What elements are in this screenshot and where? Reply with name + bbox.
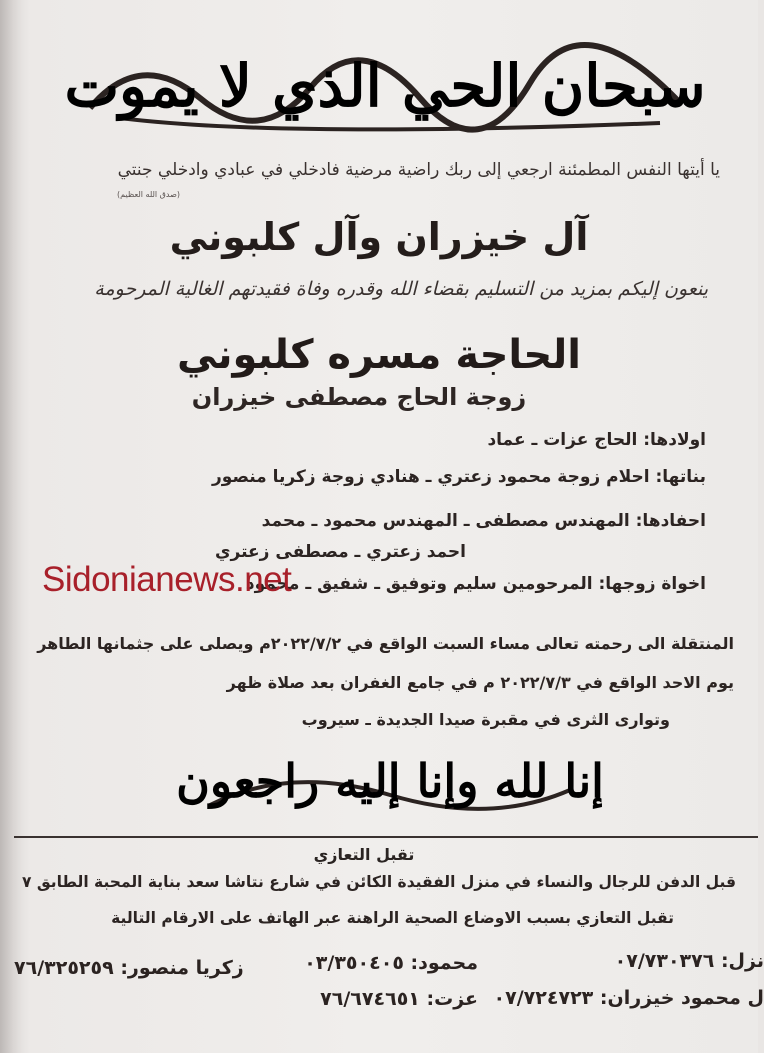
sons-line: اولادها: الحاج عزات ـ عماد	[487, 430, 706, 450]
calligraphy-title: سبحان الحي الذي لا يموت	[64, 52, 706, 120]
phone-mahmoud: محمود: ٠٣/٣٥٠٤٠٥	[304, 952, 478, 974]
phone-ezzat: عزت: ٧٦/٦٧٤٦٥١	[320, 988, 478, 1010]
passing-line-2: يوم الاحد الواقع في ٢٠٢٢/٧/٣ م في جامع الغفران بعد صلاة ظهر	[226, 673, 734, 692]
condolences-line-2: تقبل التعازي بسبب الاوضاع الصحية الراهنة عبر الهاتف على الارقام التالية	[111, 909, 674, 927]
family-names: آل خيزران وآل كلبوني	[169, 215, 589, 259]
calligraphy-footer	[176, 735, 604, 825]
quran-verse: يا أيتها النفس المطمئنة ارجعي إلى ربك راضية مرضية فادخلي في عبادي وادخلي جنتي	[117, 160, 720, 180]
calligraphy-svg	[64, 28, 706, 140]
passing-line-1: المنتقلة الى رحمته تعالى مساء السبت الواقع في ٢٠٢٢/٧/٢م ويصلى على جثمانها الطاهر	[37, 634, 734, 653]
deceased-name: الحاجة مسره كلبوني	[177, 332, 581, 378]
daughters-line: بناتها: احلام زوجة محمود زعتري ـ هنادي زوجة زكريا منصور	[212, 467, 706, 487]
condolences-line-1: قبل الدفن للرجال والنساء في منزل الفقيدة الكائن في شارع نتاشا سعد بناية المحبة الطابق ٧	[21, 873, 736, 891]
grandchildren-line-2: احمد زعتري ـ مصطفى زعتري	[214, 542, 466, 562]
verse-source: (صدق الله العظيم)	[117, 190, 180, 199]
deceased-spouse: زوجة الحاج مصطفى خيزران	[191, 383, 527, 411]
husband-siblings-line: اخواة زوجها: المرحومين سليم وتوفيق ـ شفيق ـ محمود	[245, 574, 706, 594]
calligraphy-footer-svg	[176, 735, 604, 825]
condolences-title: تقبل التعازي	[313, 845, 415, 864]
page-edge	[0, 0, 22, 1053]
phone-mahmoud-khaizaran: ل محمود خيزران: ٠٧/٧٢٤٧٢٣	[493, 987, 764, 1009]
burial-line: وتوارى الثرى في مقبرة صيدا الجديدة ـ سيروب	[301, 710, 670, 729]
watermark-brand: Sidonianews.net	[42, 560, 292, 599]
calligraphy-footer-text: إنا لله وإنا إليه راجعون	[176, 754, 604, 808]
grandchildren-line: احفادها: المهندس مصطفى ـ المهندس محمود ـ محمد	[261, 511, 706, 531]
divider	[14, 836, 758, 838]
mourning-statement: ينعون إليكم بمزيد من التسليم بقضاء الله وقدره وفاة فقيدتهم الغالية المرحومة	[94, 278, 708, 300]
calligraphy-header	[64, 28, 706, 140]
phone-zakaria: زكريا منصور: ٧٦/٣٢٥٢٥٩	[14, 957, 244, 979]
phone-home: نزل: ٠٧/٧٣٠٣٧٦	[614, 950, 764, 972]
